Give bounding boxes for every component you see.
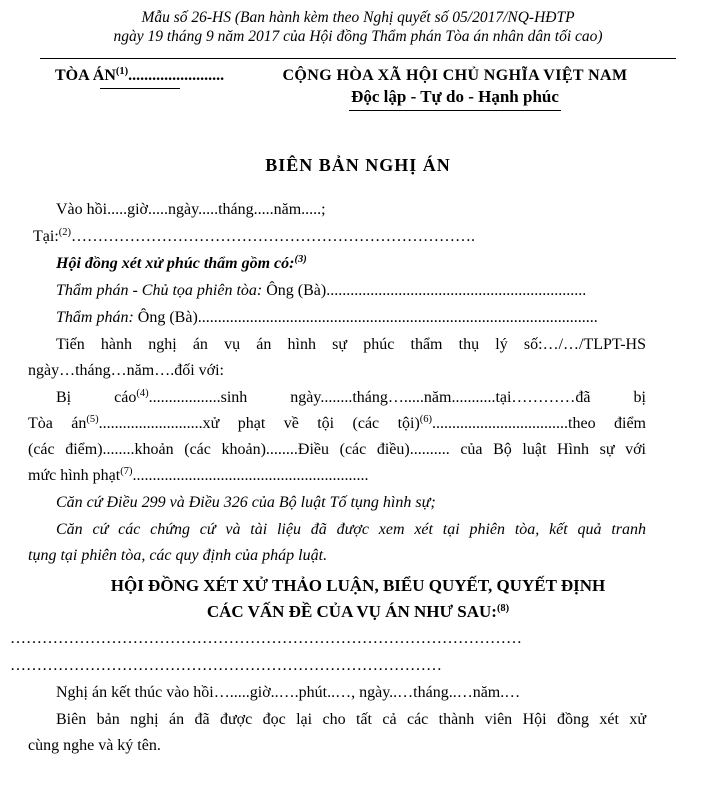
document-title: BIÊN BẢN NGHỊ ÁN bbox=[265, 155, 451, 175]
footnote-marker: (2) bbox=[58, 227, 72, 238]
decision-section-heading bbox=[0, 573, 716, 625]
form-note-line2: ngày 19 tháng 9 năm 2017 của Hội đồng Thẩm phán Tòa án nhân dân tối cao) bbox=[113, 28, 603, 45]
defendant-line-4 bbox=[28, 463, 646, 489]
national-header-block bbox=[281, 65, 629, 111]
evidence-line-1: Căn cứ các chứng cứ và tài liệu đã được xem xét tại phiên tòa, kết quả tranh bbox=[56, 521, 646, 538]
read-aloud-paragraph bbox=[28, 707, 646, 759]
text-run: ........................ bbox=[128, 67, 225, 84]
deliberation-end-line: Nghị án kết thúc vào hồi….....giờ..….phút..…, ngày..…tháng..…năm.… bbox=[56, 684, 521, 701]
text-run: Tòa án bbox=[28, 415, 87, 432]
case-line-1: Tiến hành nghị án vụ án hình sự phúc thẩm thụ lý số:…/…/TLPT-HS bbox=[56, 336, 646, 353]
text-run: ................................................................. bbox=[326, 282, 587, 299]
form-reference-note bbox=[0, 0, 716, 46]
time-blank-line: Vào hồi.....giờ.....ngày.....tháng.....năm.....; bbox=[56, 201, 326, 218]
text-run: Thẩm phán - Chủ tọa phiên tòa: bbox=[56, 282, 263, 299]
form-note-line1: Mẫu số 26-HS (Ban hành kèm theo Nghị quyết số 05/2017/NQ-HĐTP bbox=[141, 9, 575, 26]
text-run: Bị cáo bbox=[56, 389, 137, 406]
case-line-2: ngày…tháng…năm….đối với: bbox=[28, 362, 224, 379]
court-name-line bbox=[55, 67, 224, 85]
defendant-line-2 bbox=[28, 411, 646, 437]
case-acceptance-paragraph bbox=[28, 332, 646, 384]
text-run: ..........................xử phạt về tội (các tội) bbox=[98, 415, 420, 432]
text-run: …………………………………………………………………. bbox=[71, 228, 476, 245]
defendant-line-3 bbox=[28, 437, 646, 463]
footnote-marker: (3) bbox=[294, 254, 307, 265]
judge-line bbox=[28, 305, 646, 331]
motto-underline bbox=[349, 110, 561, 111]
decision-heading-line-2 bbox=[0, 599, 716, 625]
defendant-line-1 bbox=[28, 385, 646, 411]
footnote-marker: (5) bbox=[86, 414, 99, 425]
text-run: .................................................................................................... bbox=[197, 309, 598, 326]
footnote-marker: (6) bbox=[419, 414, 433, 425]
national-name: CỘNG HÒA XÃ HỘI CHỦ NGHĨA VIỆT NAM bbox=[282, 67, 628, 84]
text-run: Hội đồng xét xử phúc thẩm gồm có: bbox=[56, 255, 295, 272]
national-motto: Độc lập - Tự do - Hạnh phúc bbox=[351, 87, 559, 106]
text-run: Tại: bbox=[33, 228, 59, 245]
decision-blank-line-1: …………………………………………………………………………………… bbox=[10, 630, 522, 647]
footnote-marker: (4) bbox=[136, 388, 149, 399]
document-header bbox=[0, 59, 716, 117]
text-run: TÒA ÁN bbox=[55, 67, 116, 84]
evidence-line-2: tụng tại phiên tòa, các quy định của pháp luật. bbox=[28, 547, 328, 564]
court-name-block bbox=[55, 67, 224, 89]
text-run: Thẩm phán: bbox=[56, 309, 134, 326]
decision-heading-line-1: HỘI ĐỒNG XÉT XỬ THẢO LUẬN, BIỂU QUYẾT, QUYẾT ĐỊNH bbox=[110, 576, 606, 595]
presiding-judge-line bbox=[28, 278, 646, 304]
panel-section-heading bbox=[28, 251, 646, 277]
court-underline bbox=[100, 88, 180, 89]
text-run: ..................sinh ngày........tháng….....năm...........tại…………đã bị bbox=[148, 389, 646, 406]
footnote-marker: (8) bbox=[496, 603, 510, 614]
text-run: (các điểm)........khoản (các khoản)........Điều (các điều).......... của Bộ luật Hình sự với bbox=[28, 441, 646, 458]
read-aloud-line-2: cùng nghe và ký tên. bbox=[28, 737, 161, 754]
text-run: ..................................theo điểm bbox=[432, 415, 647, 432]
text-run: CÁC VẤN ĐỀ CỦA VỤ ÁN NHƯ SAU: bbox=[206, 602, 497, 621]
footnote-marker: (1) bbox=[115, 66, 129, 77]
text-run: ........................................................... bbox=[132, 467, 369, 484]
legal-basis-line: Căn cứ Điều 299 và Điều 326 của Bộ luật Tố tụng hình sự; bbox=[56, 494, 436, 511]
footnote-marker: (7) bbox=[120, 466, 133, 477]
read-aloud-line-1: Biên bản nghị án đã được đọc lại cho tất cả các thành viên Hội đồng xét xử bbox=[56, 711, 646, 728]
evidence-paragraph bbox=[28, 517, 646, 569]
text-run: Ông (Bà) bbox=[262, 282, 327, 299]
text-run: mức hình phạt bbox=[28, 467, 121, 484]
decision-blank-line-2: ……………………………………………………………………… bbox=[10, 657, 442, 674]
text-run: Ông (Bà) bbox=[133, 309, 198, 326]
place-blank-line bbox=[28, 224, 646, 250]
defendant-paragraph bbox=[28, 385, 646, 489]
